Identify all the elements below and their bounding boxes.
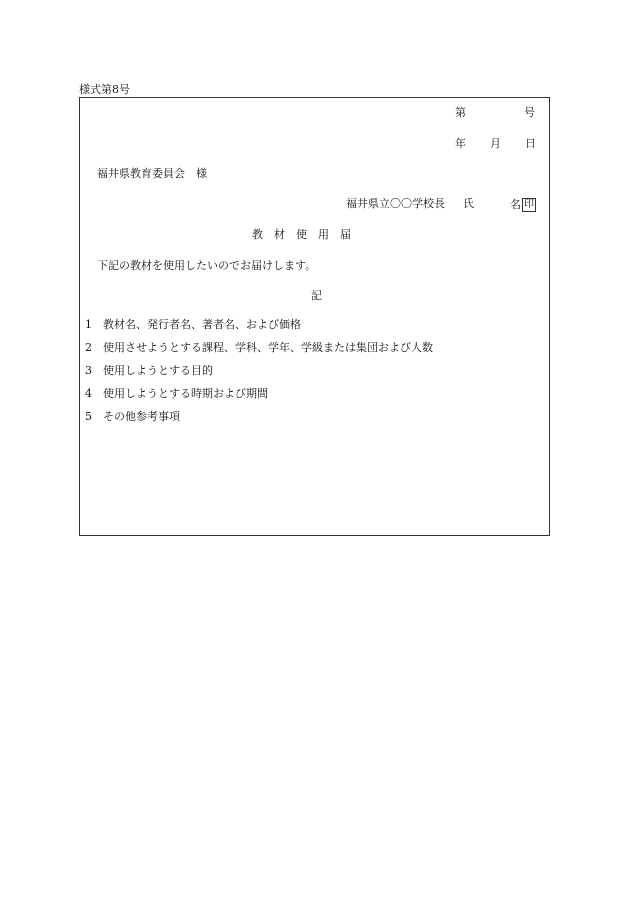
item-text: その他参考事項	[103, 410, 180, 423]
list-item	[85, 365, 433, 388]
seal-mark: 印	[524, 199, 534, 210]
item-text: 教材名、発行者名、著者名、および価格	[103, 318, 301, 331]
date-month-label: 月	[490, 137, 501, 150]
intro-text: 下記の教材を使用したいのでお届けします。	[97, 259, 317, 272]
list-item	[85, 388, 433, 411]
item-number: 3	[85, 364, 92, 377]
list-item	[85, 319, 433, 342]
item-number: 2	[85, 341, 92, 354]
items-list	[85, 319, 433, 434]
item-text: 使用させようとする課程、学科、学年、学級または集団および人数	[103, 341, 433, 354]
ki-heading: 記	[311, 289, 322, 302]
item-number: 1	[85, 318, 92, 331]
list-item	[85, 411, 433, 434]
number-dai-label: 第	[455, 106, 466, 119]
addressee: 福井県教育委員会 様	[97, 167, 207, 180]
sender-school: 福井県立〇〇学校長	[346, 197, 445, 210]
form-box	[79, 97, 550, 536]
date-year-label: 年	[455, 137, 466, 150]
item-text: 使用しようとする時期および期間	[103, 387, 268, 400]
item-number: 5	[85, 410, 92, 423]
date-day-label: 日	[525, 137, 536, 150]
item-text: 使用しようとする目的	[103, 364, 213, 377]
item-number: 4	[85, 387, 92, 400]
document-title: 教 材 使 用 届	[252, 228, 351, 241]
sender-shi-label: 氏	[463, 197, 474, 210]
list-item	[85, 342, 433, 365]
sender-name-field	[510, 198, 536, 212]
number-go-label: 号	[524, 106, 535, 119]
form-number: 様式第8号	[79, 83, 130, 96]
sender-mei-label: 名	[510, 198, 521, 211]
